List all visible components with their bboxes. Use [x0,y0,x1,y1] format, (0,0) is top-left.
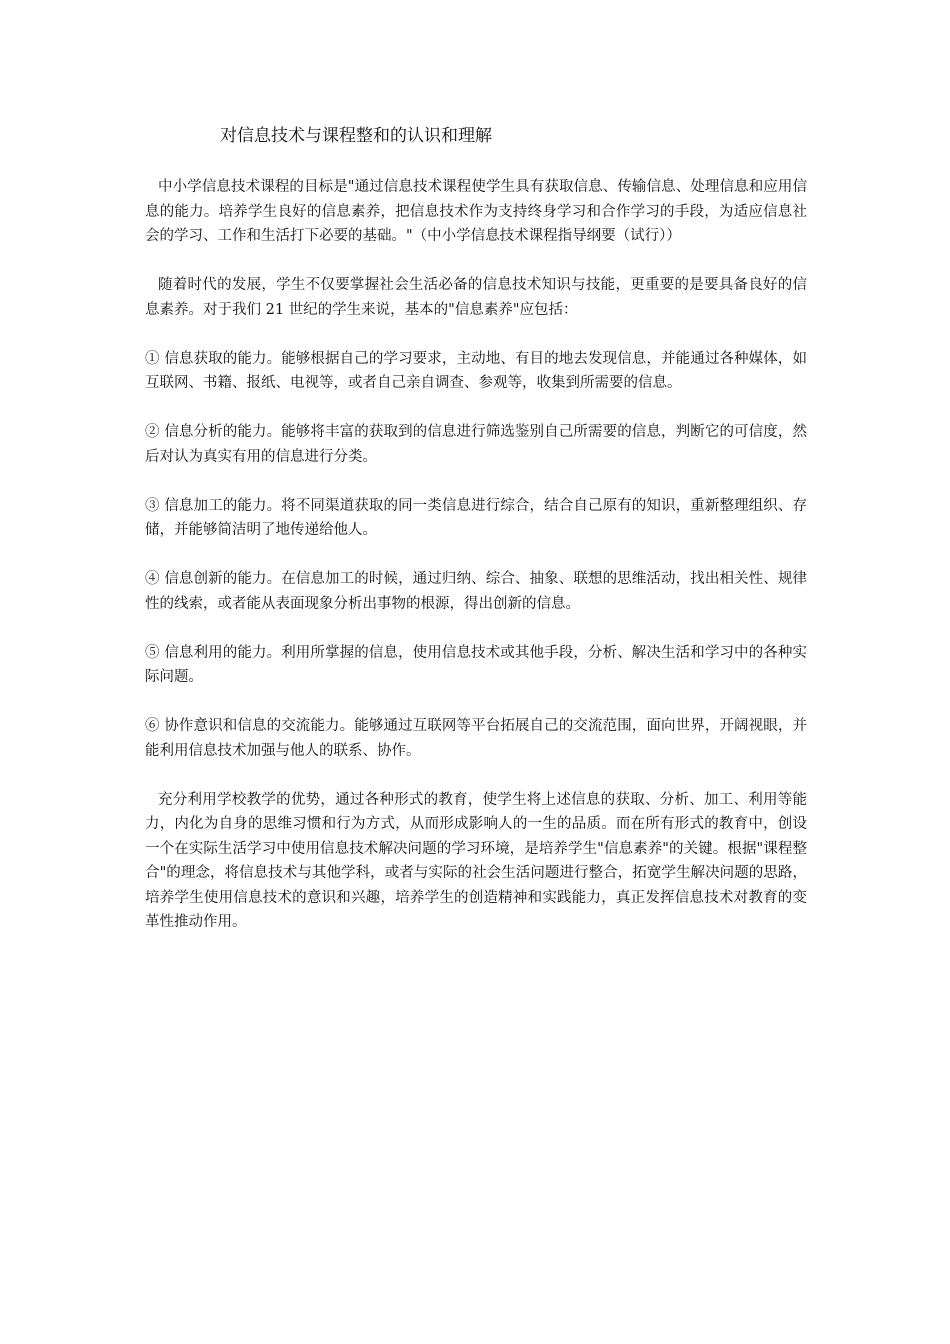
list-item-info-processing: ③ 信息加工的能力。将不同渠道获取的同一类信息进行综合，结合自己原有的知识，重新整理组织、存储，并能够简洁明了地传递给他人。 [145,497,807,538]
list-item-info-analysis: ② 信息分析的能力。能够将丰富的获取到的信息进行筛选鉴别自己所需要的信息，判断它的可信度，然后对认为真实有用的信息进行分类。 [145,424,807,465]
document-title: 对信息技术与课程整和的认识和理解 [220,126,492,146]
list-item-info-innovation: ④ 信息创新的能力。在信息加工的时候，通过归纳、综合、抽象、联想的思维活动，找出相关性、规律性的线索，或者能从表面现象分析出事物的根源，得出创新的信息。 [145,571,807,612]
document-body [145,175,807,959]
paragraph-course-goal: 中小学信息技术课程的目标是"通过信息技术课程使学生具有获取信息、传输信息、处理信息和应用信息的能力。培养学生良好的信息素养，把信息技术作为支持终身学习和合作学习的手段，为适应信息社会的学习、工作和生活打下必要的基础。"（中小学信息技术课程指导纲要（试行）） [145,179,807,244]
paragraph-info-literacy-intro: 随着时代的发展，学生不仅要掌握社会生活必备的信息技术知识与技能，更重要的是要具备良好的信息素养。对于我们 21 世纪的学生来说，基本的"信息素养"应包括： [145,277,807,318]
list-item-collaboration: ⑥ 协作意识和信息的交流能力。能够通过互联网等平台拓展自己的交流范围，面向世界，开阔视眼，并能利用信息技术加强与他人的联系、协作。 [145,718,807,759]
list-item-info-utilization: ⑤ 信息利用的能力。利用所掌握的信息，使用信息技术或其他手段，分析、解决生活和学习中的各种实际问题。 [145,644,807,685]
list-item-info-acquisition: ① 信息获取的能力。能够根据自己的学习要求，主动地、有目的地去发现信息，并能通过各种媒体，如互联网、书籍、报纸、电视等，或者自己亲自调查、参观等，收集到所需要的信息。 [145,350,807,391]
paragraph-conclusion: 充分利用学校教学的优势，通过各种形式的教育，使学生将上述信息的获取、分析、加工、利用等能力，内化为自身的思维习惯和行为方式，从而形成影响人的一生的品质。而在所有形式的教育中，创设一个在实际生活学习中使用信息技术解决问题的学习环境，是培养学生"信息素养"的关键。根据"课程整合"的理念，将信息技术与其他学科，或者与实际的社会生活问题进行整合，拓宽学生解决问题的思路，培养学生使用信息技术的意识和兴趣，培养学生的创造精神和实践能力，真正发挥信息技术对教育的变革性推动作用。 [145,791,807,930]
